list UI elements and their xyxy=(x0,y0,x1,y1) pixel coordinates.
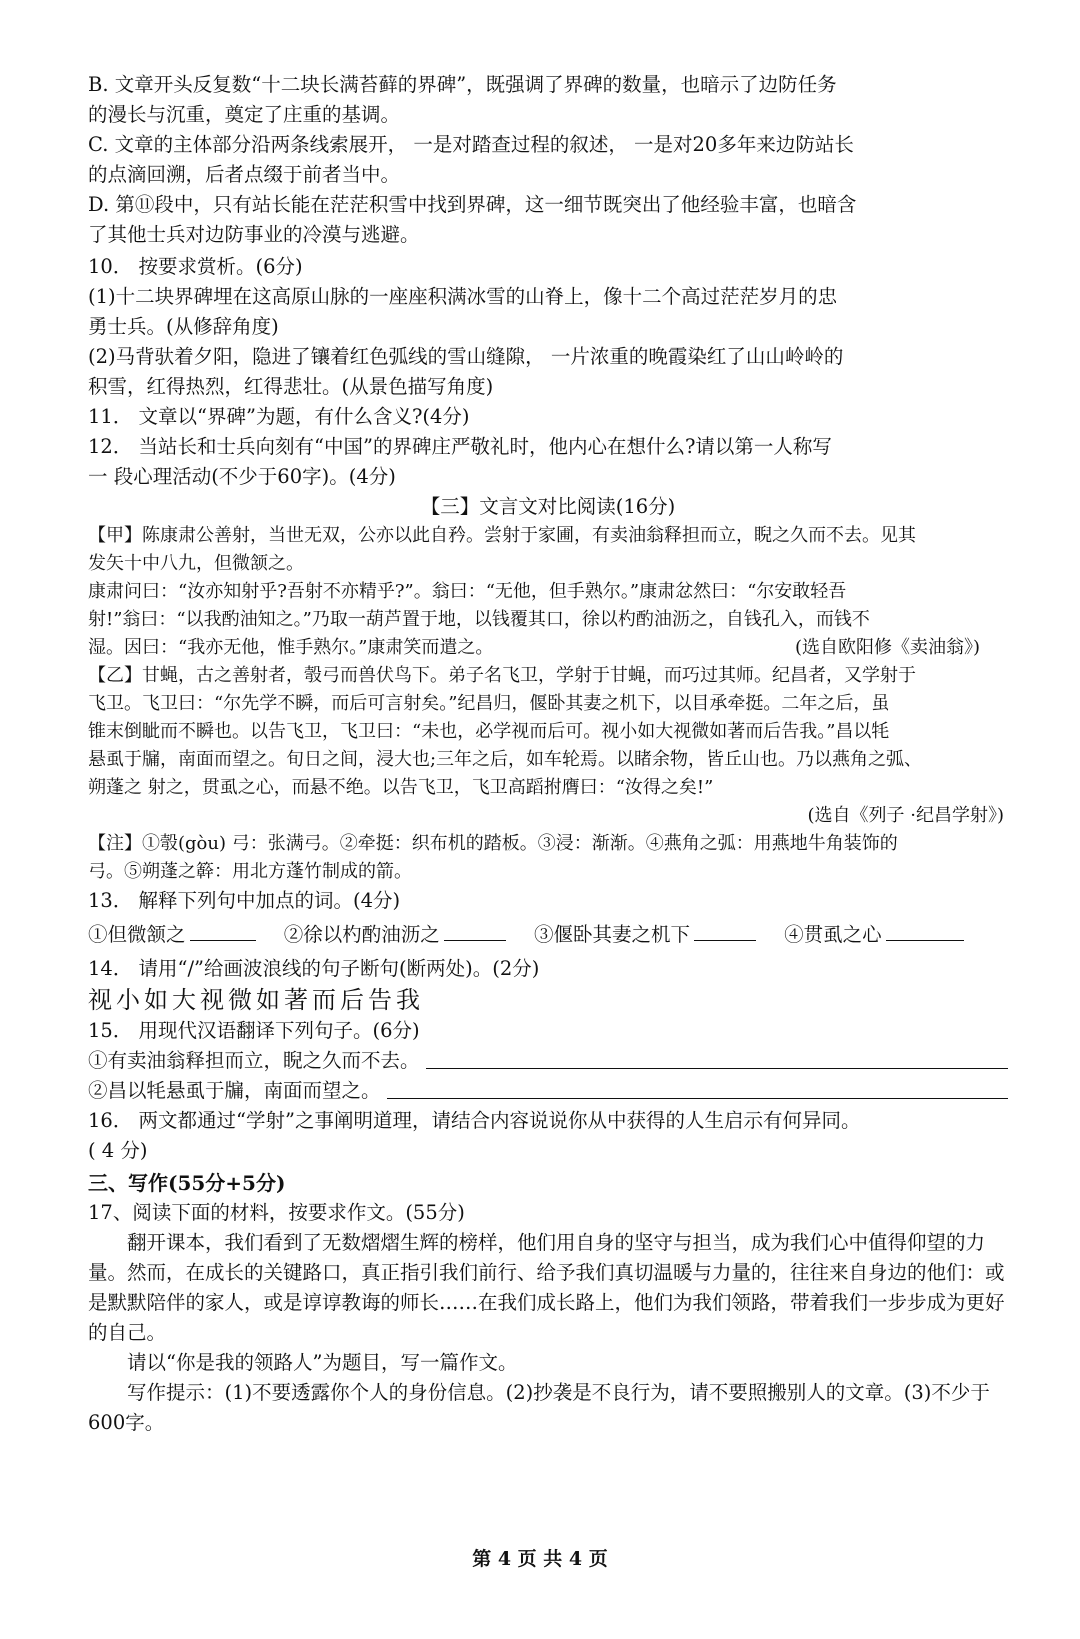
passage-yi-line: 朔蓬之 射之，贯虱之心，而悬不绝。以告飞卫，飞卫高蹈拊膺曰：“汝得之矣!” xyxy=(88,777,714,798)
option-c-line2: 的点滴回溯，后者点缀于前者当中。 xyxy=(88,163,401,186)
question-17-stem: 17、阅读下面的材料，按要求作文。(55分) xyxy=(88,1201,465,1224)
passage-jia-line: 射!”翁曰：“以我酌油知之。”乃取一葫芦置于地，以钱覆其口，徐以杓酌油沥之，自钱孔入，而钱不 xyxy=(88,609,870,630)
question-17-prompt: 请以“你是我的领路人”为题目，写一篇作文。 xyxy=(127,1351,518,1374)
passage-yi-line: 【乙】甘蝇，古之善射者，彀弓而兽伏鸟下。弟子名飞卫，学射于甘蝇，而巧过其师。纪昌者，又学射于 xyxy=(88,665,916,686)
passage-jia xyxy=(88,522,1008,662)
question-13-item-2: ②徐以杓酌油沥之 xyxy=(283,923,440,946)
question-13-item-1: ①但微颔之 xyxy=(88,923,186,946)
passage-yi-line: 飞卫。飞卫曰：“尔先学不瞬，而后可言射矣。”纪昌归，偃卧其妻之机下，以目承牵挺。二年之后，虽 xyxy=(88,693,890,714)
exam-page xyxy=(88,70,1008,1438)
question-16-line2: ( 4 分) xyxy=(88,1139,148,1162)
question-13-stem: 13． 解释下列句中加点的词。(4分) xyxy=(88,889,401,912)
notes-line2: 弓。⑤朔蓬之簳：用北方蓬竹制成的箭。 xyxy=(88,861,412,882)
section-3-title: 【三】文言文对比阅读(16分) xyxy=(420,495,676,518)
answer-line-15-1[interactable] xyxy=(426,1067,1008,1069)
question-10-s2-line1: (2)马背驮着夕阳，隐进了镶着红色弧线的雪山缝隙， 一片浓重的晚霞染红了山山岭岭的 xyxy=(88,345,844,368)
passage-jia-line: 湿。因曰：“我亦无他，惟手熟尔。”康肃笑而遣之。 xyxy=(88,637,494,658)
question-15-item-2 xyxy=(88,1076,1008,1106)
option-b-line2: 的漫长与沉重，奠定了庄重的基调。 xyxy=(88,103,401,126)
option-b-line1: B. 文章开头反复数“十二块长满苔藓的界碑”，既强调了界碑的数量，也暗示了边防任务 xyxy=(88,73,837,96)
question-13-item-3: ③偃卧其妻之机下 xyxy=(533,923,690,946)
question-14-stem: 14． 请用“/”给画波浪线的句子断句(断两处)。(2分) xyxy=(88,957,540,980)
question-15-stem: 15． 用现代汉语翻译下列句子。(6分) xyxy=(88,1019,420,1042)
answer-blank-13-2[interactable] xyxy=(444,939,506,941)
question-17-material: 翻开课本，我们看到了无数熠熠生辉的榜样，他们用自身的坚守与担当，成为我们心中值得仰望的力量。然而，在成长的关键路口，真正指引我们前行、给予我们真切温暖与力量的，往往来自身边的他们：或是默默陪伴的家人，或是谆谆教诲的师长……在我们成长路上，他们为我们领路，带着我们一步步成为更好的自己。 xyxy=(88,1231,1005,1344)
question-10-s1-line1: (1)十二块界碑埋在这高原山脉的一座座积满冰雪的山脊上，像十二个高过茫茫岁月的忠 xyxy=(88,285,838,308)
page-footer: 第 4 页 共 4 页 xyxy=(472,1548,608,1570)
question-10-stem: 10． 按要求赏析。(6分) xyxy=(88,255,303,278)
question-13-items xyxy=(88,920,1008,950)
writing-section-title: 三、写作(55分+5分) xyxy=(88,1171,286,1195)
question-11: 11． 文章以“界碑”为题，有什么含义?(4分) xyxy=(88,405,470,428)
passage-jia-line: 【甲】陈康肃公善射，当世无双，公亦以此自矜。尝射于家圃，有卖油翁释担而立，睨之久而不去。见其 xyxy=(88,525,916,546)
answer-blank-13-1[interactable] xyxy=(190,939,256,941)
passage-yi xyxy=(88,662,1008,830)
answer-blank-13-4[interactable] xyxy=(886,939,964,941)
notes-line1: 【注】①彀(gòu) 弓：张满弓。②牵挺：织布机的踏板。③浸：渐渐。④燕角之弧：用燕地牛角装饰的 xyxy=(88,833,898,854)
question-10-s2-line2: 积雪，红得热烈，红得悲壮。(从景色描写角度) xyxy=(88,375,494,398)
question-10-s1-line2: 勇士兵。(从修辞角度) xyxy=(88,315,279,338)
question-13-item-4: ④贯虱之心 xyxy=(784,923,882,946)
option-c-line1: C. 文章的主体部分沿两条线索展开， 一是对踏查过程的叙述， 一是对20多年来边防站长 xyxy=(88,133,854,156)
answer-blank-13-3[interactable] xyxy=(694,939,756,941)
question-12-line1: 12． 当站长和士兵向刻有“中国”的界碑庄严敬礼时，他内心在想什么?请以第一人称写 xyxy=(88,435,832,458)
option-d-line1: D. 第⑪段中，只有站长能在茫茫积雪中找到界碑，这一细节既突出了他经验丰富，也暗含 xyxy=(88,193,857,216)
answer-line-15-2[interactable] xyxy=(387,1097,1008,1099)
question-14-sentence: 视小如大视微如著而后告我 xyxy=(88,986,424,1014)
question-15-item-1-text: ①有卖油翁释担而立，睨之久而不去。 xyxy=(88,1049,420,1072)
passage-yi-line: 锥末倒眦而不瞬也。以告飞卫，飞卫曰：“未也，必学视而后可。视小如大视微如著而后告我。”昌以牦 xyxy=(88,721,890,742)
question-12-line2: 一 段心理活动(不少于60字)。(4分) xyxy=(88,465,396,488)
question-15-item-1 xyxy=(88,1046,1008,1076)
passage-yi-source: (选自《列子 ·纪昌学射》) xyxy=(807,805,1004,826)
passage-jia-source: (选自欧阳修《卖油翁》) xyxy=(794,637,980,658)
question-16-line1: 16． 两文都通过“学射”之事阐明道理，请结合内容说说你从中获得的人生启示有何异同。 xyxy=(88,1109,861,1132)
question-15-item-2-text: ②昌以牦悬虱于牖，南面而望之。 xyxy=(88,1079,381,1102)
question-17-tips: 写作提示：(1)不要透露你个人的身份信息。(2)抄袭是不良行为，请不要照搬别人的文章。(3)不少于600字。 xyxy=(88,1381,990,1434)
passage-jia-line: 发矢十中八九，但微颔之。 xyxy=(88,553,304,574)
passage-jia-line: 康肃问曰：“汝亦知射乎?吾射不亦精乎?”。翁曰：“无他，但手熟尔。”康肃忿然曰：“尔安敢轻吾 xyxy=(88,581,847,602)
passage-yi-line: 悬虱于牖，南面而望之。旬日之间，浸大也;三年之后，如车轮焉。以睹余物，皆丘山也。乃以燕角之弧、 xyxy=(88,749,923,770)
option-d-line2: 了其他士兵对边防事业的冷漠与逃避。 xyxy=(88,223,420,246)
